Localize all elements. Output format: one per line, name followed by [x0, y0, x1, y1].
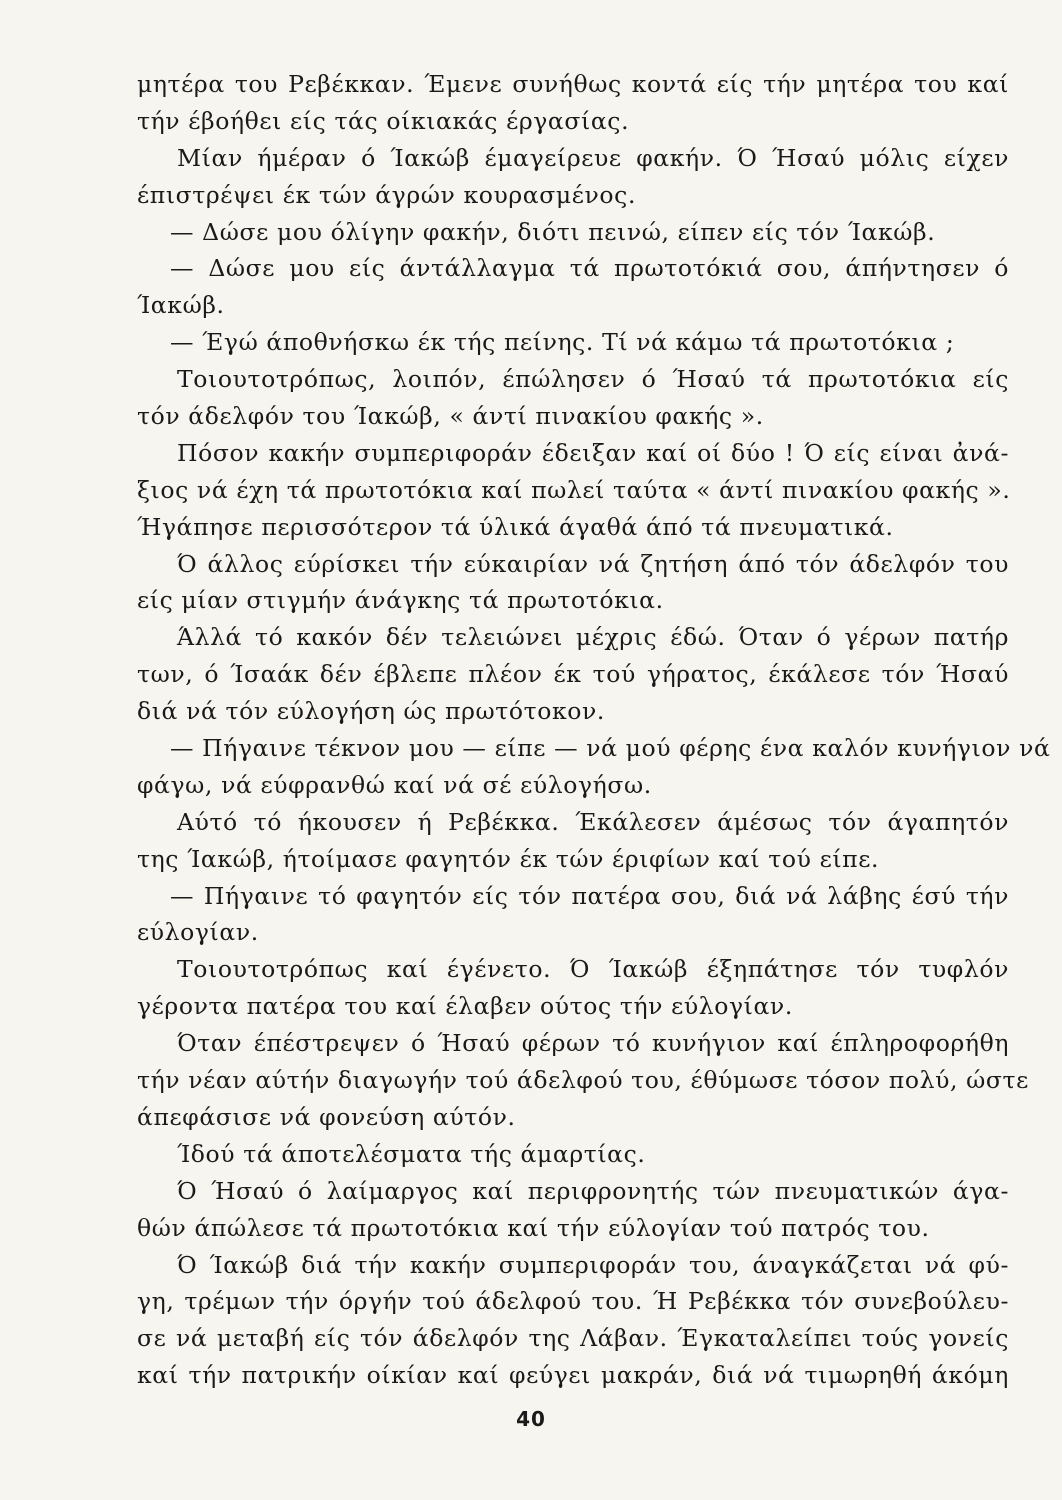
text-line: τήν έβοήθει είς τάς οίκιακάς έργασίας. [137, 106, 630, 135]
body-text [137, 66, 1051, 1394]
text-line: μητέρα του Ρεβέκκαν. Έμενε συνήθως κοντά είς τήν μητέρα του καί [137, 70, 1009, 98]
text-line: άπεφάσισε νά φονεύση αύτόν. [137, 1102, 516, 1131]
page-number: 40 [516, 1407, 546, 1431]
text-line: Ό Ίακώβ διά τήν κακήν συμπεριφοράν του, άναγκάζεται νά φύ- [177, 1250, 1009, 1279]
text-line: Όταν έπέστρεψεν ό Ήσαύ φέρων τό κυνήγιον καί έπληροφορήθη [177, 1029, 1009, 1058]
text-line: Άλλά τό κακόν δέν τελειώνει μέχρις έδώ. Όταν ό γέρων πατήρ [177, 623, 1009, 652]
text-line: της Ίακώβ, ήτοίμασε φαγητόν έκ τών έριφίων καί τού είπε. [137, 844, 880, 873]
text-line: ξιος νά έχη τά πρωτοτόκια καί πωλεί ταύτα « άντί πινακίου φακής ». [137, 475, 1011, 504]
text-line: έπιστρέψει έκ τών άγρών κουρασμένος. [137, 180, 637, 209]
text-line: Ό Ήσαύ ό λαίμαργος καί περιφρονητής τών πνευματικών άγα- [177, 1176, 1009, 1205]
text-line: Αύτό τό ήκουσεν ή Ρεβέκκα. Έκάλεσεν άμέσως τόν άγαπητόν [177, 807, 1009, 836]
text-line: Πόσον κακήν συμπεριφοράν έδειξαν καί οί δύο ! Ό είς είναι ἀνά- [177, 438, 1009, 467]
text-line: — Δώσε μου όλίγην φακήν, διότι πεινώ, είπεν είς τόν Ίακώβ. [170, 217, 936, 246]
text-line: θών άπώλεσε τά πρωτοτόκια καί τήν εύλογίαν τού πατρός του. [137, 1213, 930, 1242]
text-line: Τοιουτοτρόπως, λοιπόν, έπώλησεν ό Ήσαύ τά πρωτοτόκια είς [177, 365, 1009, 394]
text-line: — Δώσε μου είς άντάλλαγμα τά πρωτοτόκιά σου, άπήντησεν ό [170, 254, 1009, 283]
text-line: είς μίαν στιγμήν άνάγκης τά πρωτοτόκια. [137, 586, 664, 615]
text-line: σε νά μεταβή είς τόν άδελφόν της Λάβαν. Έγκαταλείπει τούς γονείς [137, 1324, 1009, 1353]
text-line: των, ό Ίσαάκ δέν έβλεπε πλέον έκ τού γήρατος, έκάλεσε τόν Ήσαύ [137, 660, 1009, 689]
text-line: Μίαν ήμέραν ό Ίακώβ έμαγείρευε φακήν. Ό Ήσαύ μόλις είχεν [177, 143, 1009, 172]
text-line: — Πήγαινε τέκνον μου — είπε — νά μού φέρης ένα καλόν κυνήγιον νά [170, 734, 1051, 763]
text-line: Ίδού τά άποτελέσματα τής άμαρτίας. [177, 1139, 646, 1168]
text-line: Ήγάπησε περισσότερον τά ύλικά άγαθά άπό τά πνευματικά. [137, 512, 894, 541]
text-line: γέροντα πατέρα του καί έλαβεν ούτος τήν εύλογίαν. [137, 992, 793, 1021]
text-line: τόν άδελφόν του Ίακώβ, « άντί πινακίου φακής ». [137, 402, 764, 431]
text-line: γη, τρέμων τήν όργήν τού άδελφού του. Ή Ρεβέκκα τόν συνεβούλευ- [137, 1287, 1009, 1316]
text-line: — Πήγαινε τό φαγητόν είς τόν πατέρα σου, διά νά λάβης έσύ τήν [170, 881, 1009, 910]
text-line: τήν νέαν αύτήν διαγωγήν τού άδελφού του, έθύμωσε τόσον πολύ, ώστε [137, 1066, 1029, 1095]
text-line: διά νά τόν εύλογήση ώς πρωτότοκον. [137, 697, 605, 726]
text-line: καί τήν πατρικήν οίκίαν καί φεύγει μακράν, διά νά τιμωρηθή άκόμη [137, 1361, 1009, 1390]
text-line: Ό άλλος εύρίσκει τήν εύκαιρίαν νά ζητήση άπό τόν άδελφόν του [177, 549, 1009, 578]
text-line: φάγω, νά εύφρανθώ καί νά σέ εύλογήσω. [137, 770, 652, 799]
text-line: Τοιουτοτρόπως καί έγένετο. Ό Ίακώβ έξηπάτησε τόν τυφλόν [177, 955, 1009, 984]
text-line: εύλογίαν. [137, 918, 259, 947]
text-line: Ίακώβ. [137, 291, 225, 320]
text-line: — Έγώ άποθνήσκω έκ τής πείνης. Τί νά κάμω τά πρωτοτόκια ; [170, 328, 955, 357]
